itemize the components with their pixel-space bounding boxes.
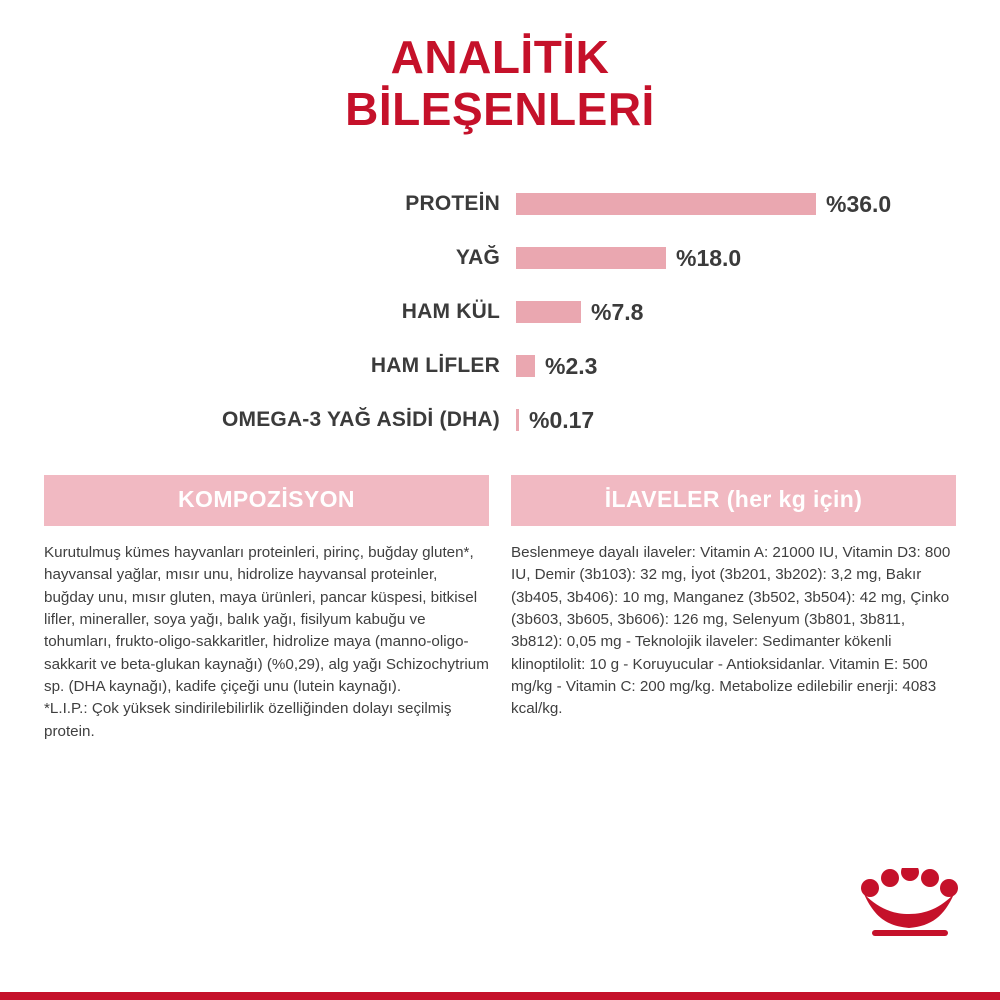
page-title (0, 0, 1000, 135)
bar-fill (516, 247, 666, 269)
chart-row (60, 393, 960, 447)
chart-row (60, 285, 960, 339)
page-title-line-2: BİLEŞENLERİ (345, 82, 655, 135)
chart-row (60, 177, 960, 231)
bar-value: %7.8 (591, 298, 644, 325)
royal-canin-crown-logo-icon (852, 868, 962, 944)
bar-track (516, 353, 960, 380)
composition-panel (44, 475, 489, 743)
additives-panel (511, 475, 956, 743)
composition-footnote: *L.I.P.: Çok yüksek sindirilebilirlik özelliğinden dolayı seçilmiş protein. (44, 700, 452, 740)
chart-row (60, 339, 960, 393)
composition-text: Kurutulmuş kümes hayvanları proteinleri, pirinç, buğday gluten*, hayvansal yağlar, mısır unu, hidrolize hayvansal proteinler, buğday unu, mısır gluten, maya ürünleri, pancar küspesi, bitkisel lifler, mineraller, soya yağı, balık yağı, fisilyum kabuğu ve tohumları, frukto-oligo-sakkaritler, hidrolize maya (manno-oligo-sakkarit ve beta-glukan kaynağı) (%0,29), alg yağı Schizochytrium sp. (DHA kaynağı), kadife çiçeği unu (lutein kaynağı). (44, 544, 489, 696)
bar-label: PROTEİN (405, 192, 500, 216)
page-title-line-1: ANALİTİK (390, 31, 610, 83)
bar-value: %2.3 (545, 352, 598, 379)
bar-fill (516, 301, 581, 323)
bar-fill (516, 355, 535, 377)
bar-label: HAM LİFLER (370, 354, 500, 378)
additives-panel-header: İLAVELER (her kg için) (511, 475, 956, 526)
bar-track (516, 407, 960, 434)
bar-label: HAM KÜL (401, 300, 500, 324)
bar-track (516, 245, 960, 272)
composition-panel-body (44, 526, 489, 743)
additives-text: Beslenmeye dayalı ilaveler: Vitamin A: 21000 IU, Vitamin D3: 800 IU, Demir (3b103): 32 mg, İyot (3b201, 3b202): 3,2 mg, Bakır (3b405, 3b406): 10 mg, Manganez (3b502, 3b504): 42 mg, Çinko (3b603, 3b605, 3b606): 126 mg, Selenyum (3b801, 3b811, 3b812): 0,05 mg - Teknolojik ilaveler: Sedimanter kökenli klinoptilolit: 10 g - Koruyucular - Antioksidanlar. Vitamin E: 500 mg/kg - Vitamin C: 200 mg/kg. Metabolize edilebilir enerji: 4083 kcal/kg. (511, 544, 951, 718)
chart-row (60, 231, 960, 285)
bar-track (516, 191, 960, 218)
bar-label: OMEGA-3 YAĞ ASİDİ (DHA) (221, 408, 500, 432)
bar-value: %18.0 (676, 244, 742, 271)
info-panels (0, 475, 1000, 743)
bar-fill (516, 193, 816, 215)
analytical-constituents-chart (0, 177, 1000, 447)
bar-label: YAĞ (455, 246, 500, 270)
composition-panel-header: KOMPOZİSYON (44, 475, 489, 526)
bar-value: %36.0 (826, 190, 892, 217)
bar-track (516, 299, 960, 326)
bar-value: %0.17 (529, 406, 595, 433)
bottom-brand-stripe (0, 992, 1000, 1000)
additives-panel-body (511, 526, 956, 721)
